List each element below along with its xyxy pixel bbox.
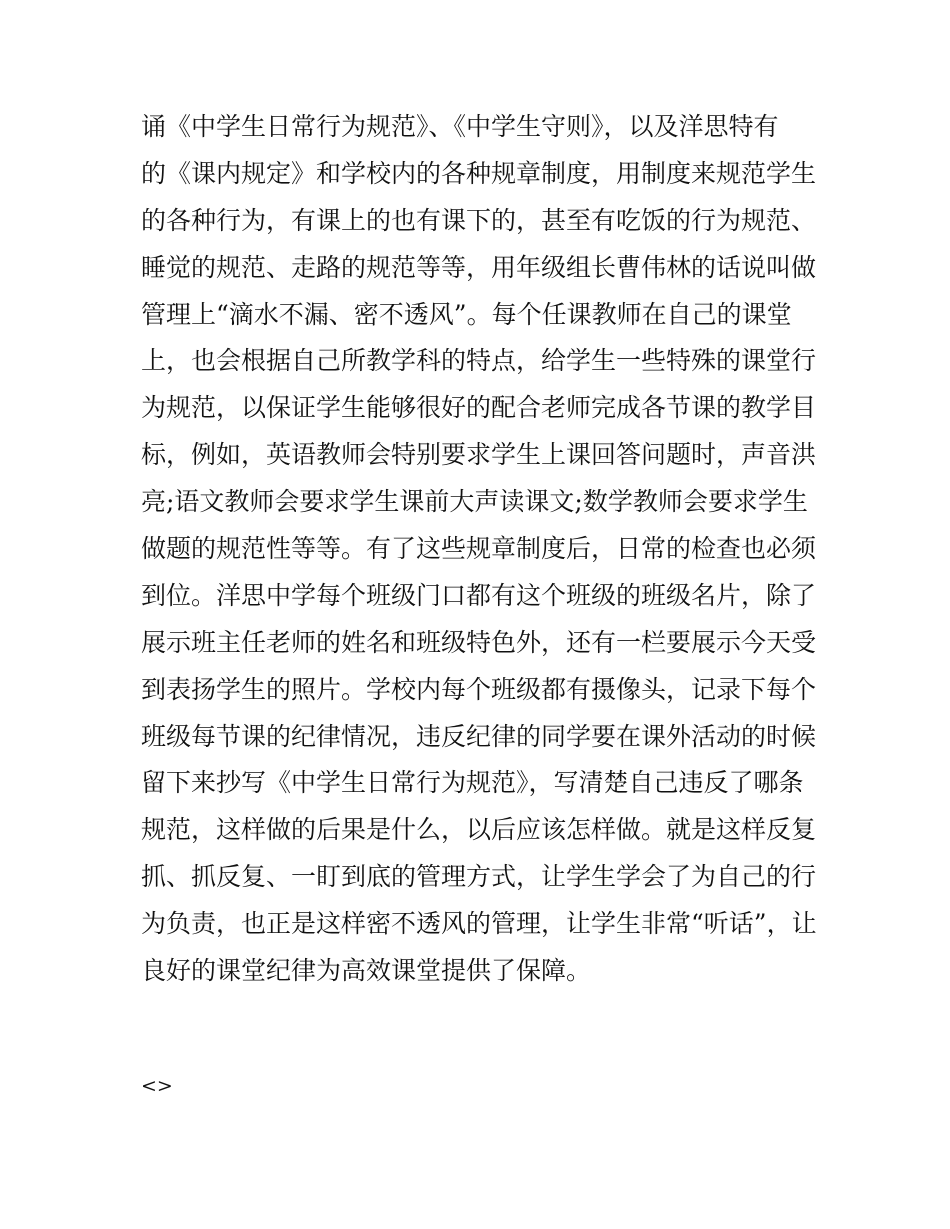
- text-line: 的《课内规定》和学校内的各种规章制度，用制度来规范学生: [141, 158, 817, 188]
- text-line: 睡觉的规范、走路的规范等等，用年级组长曹伟林的话说叫做: [141, 252, 817, 282]
- text-line: 诵《中学生日常行为规范》、《中学生守则》，以及洋思特有: [141, 112, 779, 141]
- text-line: 良好的课堂纪律为高效课堂提供了保障。: [141, 956, 592, 986]
- text-line: 留下来抄写《中学生日常行为规范》，写清楚自己违反了哪条: [141, 768, 804, 798]
- text-line: 为负责，也正是这样密不透风的管理，让学生非常“听话”，让: [141, 909, 817, 939]
- text-line: 管理上“滴水不漏、密不透风”。每个任课教师在自己的课堂: [141, 299, 792, 329]
- text-line: 班级每节课的纪律情况，违反纪律的同学要在课外活动的时候: [141, 721, 817, 751]
- text-line: 亮;语文教师会要求学生课前大声读课文;数学教师会要求学生: [141, 487, 808, 517]
- text-line: 标，例如，英语教师会特别要求学生上课回答问题时，声音洪: [141, 440, 817, 470]
- text-line: 到表扬学生的照片。学校内每个班级都有摄像头，记录下每个: [141, 674, 817, 704]
- body-paragraph: [141, 104, 821, 995]
- text-line: 规范，这样做的后果是什么，以后应该怎样做。就是这样反复: [141, 815, 817, 845]
- text-line: 展示班主任老师的姓名和班级特色外，还有一栏要展示今天受: [141, 627, 817, 657]
- text-line: 做题的规范性等等。有了这些规章制度后，日常的检查也必须: [141, 534, 817, 564]
- text-line: 抓、抓反复、一盯到底的管理方式，让学生学会了为自己的行: [141, 862, 817, 892]
- text-line: 为规范，以保证学生能够很好的配合老师完成各节课的教学目: [141, 393, 817, 423]
- text-line: 的各种行为，有课上的也有课下的，甚至有吃饭的行为规范、: [141, 205, 817, 235]
- end-marker: <>: [141, 1075, 173, 1097]
- text-line: 上，也会根据自己所教学科的特点，给学生一些特殊的课堂行: [141, 346, 817, 376]
- text-line: 到位。洋思中学每个班级门口都有这个班级的班级名片，除了: [141, 580, 817, 610]
